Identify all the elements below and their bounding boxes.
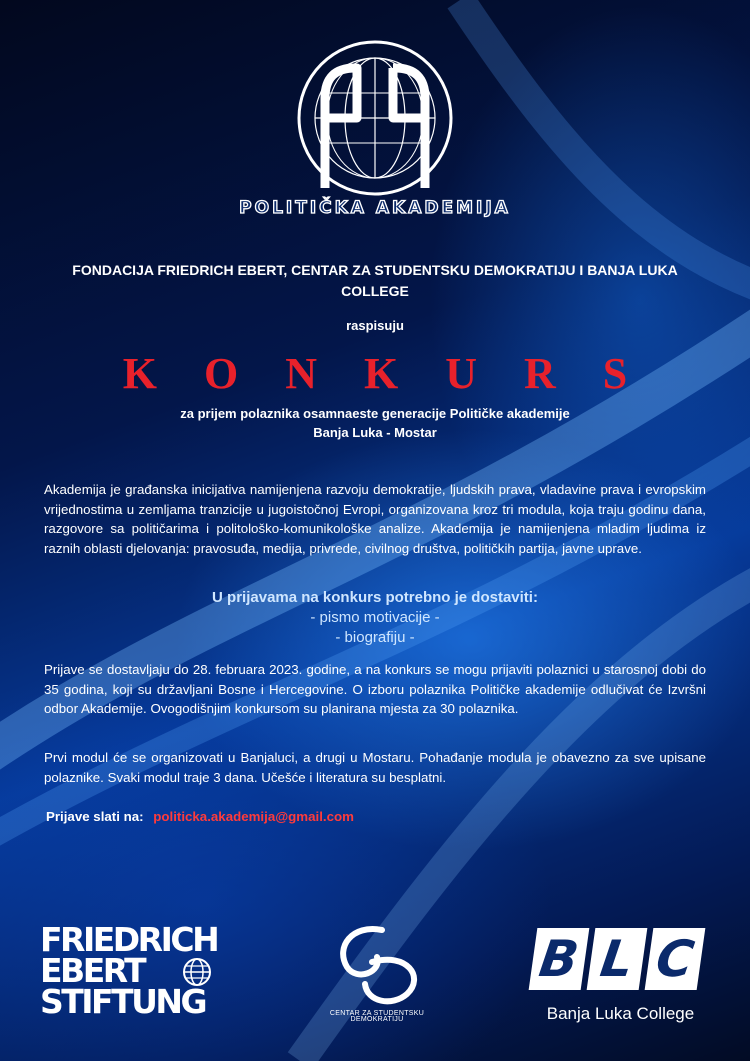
fes-line: STIFTUNG: [40, 982, 206, 1021]
blc-letter: L: [587, 928, 648, 990]
send-line: [46, 809, 354, 824]
intro-paragraph: Akademija je građanska inicijativa namijenjena razvoju demokratije, ljudskih prava, vladavine prava i evropskim vrijednostima u zemljama tranzicije u jugoistočnoj Evropi, organizovana kroz tri modula, koja traju godinu dana, razgovore sa političarima i politološko-komunikološke analize. Akademija je namijenjena mladim ljudima iz raznih oblasti djelovanja: pravosuđa, medija, privrede, civilnog društva, političkih partija, javne uprave.: [44, 482, 706, 556]
subtitle-line-2: Banja Luka - Mostar: [313, 425, 437, 440]
subtitle: [0, 404, 750, 442]
fes-line: FRIEDRICH: [40, 920, 218, 959]
send-label: Prijave slati na:: [46, 809, 144, 824]
fes-line: EBERT: [40, 951, 145, 990]
politicka-akademija-logo: [295, 38, 455, 198]
announce-verb: raspisuju: [346, 318, 404, 333]
email-link[interactable]: politicka.akademija@gmail.com: [153, 809, 354, 824]
csd-name-line-1: CENTAR ZA STUDENTSKU: [329, 1010, 425, 1017]
requirements-heading: U prijavama na konkurs potrebno je dostaviti:: [212, 589, 538, 606]
subtitle-line-1: za prijem polaznika osamnaeste generacije Političke akademije: [180, 406, 570, 421]
blc-name: Banja Luka College: [546, 1004, 695, 1023]
blc-letters: [533, 928, 708, 990]
deadline-paragraph: Prijave se dostavljaju do 28. februara 2023. godine, a na konkurs se mogu prijaviti polaznici u starosnoj dobi do 35 godina, koji su državljani Bosne i Hercegovine. O izboru polaznika Političke akademije odlučivat će Izvršni odbor Akademije. Ovogodišnjim konkursom su planirana mjesta za 30 polaznika.: [44, 662, 706, 716]
globe-icon: [182, 957, 212, 987]
requirement-item: - pismo motivacije -: [310, 609, 440, 626]
organizers: FONDACIJA FRIEDRICH EBERT, CENTAR ZA STUDENTSKU DEMOKRATIJU I BANJA LUKA COLLEGE: [72, 262, 678, 299]
page-title: K O N K U R S: [122, 349, 646, 398]
csd-name-line-2: DEMOKRATIJU: [350, 1016, 404, 1023]
csd-emblem-icon: [327, 922, 427, 1007]
requirement-item: - biografiju -: [335, 629, 415, 646]
csd-logo: [322, 922, 432, 1024]
academy-name: POLITIČKA AKADEMIJA: [239, 198, 511, 218]
fes-logo: [40, 920, 220, 1021]
blc-letter: C: [645, 928, 706, 990]
requirements: [0, 588, 750, 648]
blc-letter: B: [529, 928, 590, 990]
blc-logo: [533, 928, 708, 1024]
modules-paragraph: Prvi modul će se organizovati u Banjaluci, a drugi u Mostaru. Pohađanje modula je obavezno za sve upisane polaznike. Svaki modul traje 3 dana. Učešće i literatura su besplatni.: [44, 750, 706, 785]
